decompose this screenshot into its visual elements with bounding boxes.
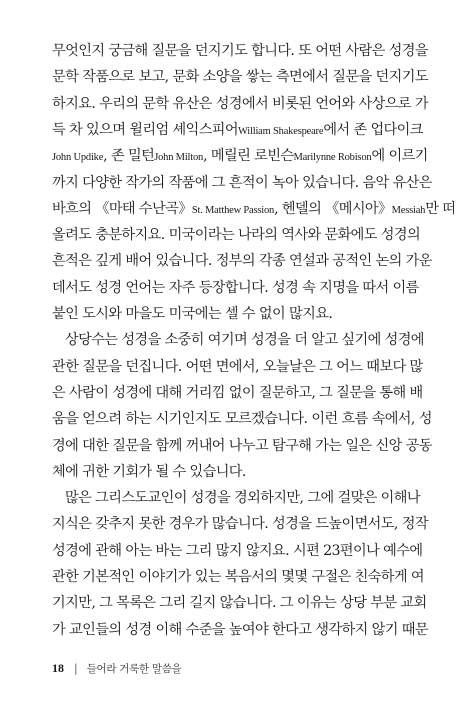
text-line [52,459,418,485]
text-run: 경에 대한 질문을 함께 꺼내어 나누고 탐구해 가는 일은 신앙 공동 [52,437,432,454]
text-run: 흔적은 깊게 배어 있습니다. 정부의 각종 연설과 공적인 논의 가운 [52,253,432,270]
text-line [52,564,425,590]
text-run: 많은 그리스도교인이 성경을 경외하지만, 그에 걸맞은 이해나 [65,490,420,507]
english-name: Messiah [391,204,426,216]
text-run: 성경에 관해 아는 바는 그리 많지 않지요. 시편 23편이나 예수에 [52,542,423,559]
text-run: 붙인 도시와 마을도 미국에는 셀 수 없이 많지요. [52,306,333,322]
text-run: 관한 기본적인 이야기가 있는 복음서의 몇몇 구절은 친숙하게 여 [52,569,425,585]
text-run: 만 떠 [425,200,456,217]
english-name: John Milton [154,152,204,164]
text-run: 득 차 있으며 윌리엄 셰익스피어 [52,121,239,138]
page-number: 18 [52,661,64,675]
text-run: , 존 밀턴 [103,148,155,165]
text-line [52,64,428,90]
english-name: Marilynne Robison [293,152,372,164]
english-name: John Updike [52,152,104,164]
text-run: 체에 귀한 기회가 될 수 있습니다. [52,463,246,480]
text-line [52,590,427,616]
text-run: 에서 존 업다이크 [323,121,423,138]
text-run: 은 사람이 성경에 대해 거리낌 없이 질문하고, 그 질문을 통해 배 [52,384,423,401]
text-run: 무엇인지 궁금해 질문을 던지기도 합니다. 또 어떤 사람은 성경을 [52,43,428,59]
text-line [52,538,423,564]
text-run: , 헨델의 《메시아》 [274,200,392,217]
paragraph-first-line [52,485,418,511]
text-line [52,143,428,169]
text-line [52,222,421,248]
english-name: William Shakespeare [238,125,324,137]
text-line [52,617,428,643]
text-run: 기지만, 그 목록은 그리 길지 않습니다. 그 이유는 상당 부분 교회 [52,595,427,612]
text-run: 까지 다양한 작가의 작품에 그 흔적이 녹아 있습니다. 음악 유산은 [52,174,432,191]
running-title: 들어라 거룩한 말씀을 [86,663,182,675]
text-line [52,433,432,459]
text-run: 하지요. 우리의 문학 유산은 성경에서 비롯된 언어와 사상으로 가 [52,95,428,112]
footer-separator: | [74,662,78,675]
text-run: 가 교인들의 성경 이해 수준을 높여야 한다고 생각하지 않기 때문 [52,621,428,638]
text-run: 지식은 갖추지 못한 경우가 많습니다. 성경을 드높이면서도, 정작 [52,516,428,533]
text-line [52,301,418,327]
text-run: 상당수는 성경을 소중히 여기며 성경을 더 알고 싶기에 성경에 [65,332,424,349]
text-run: 관한 질문을 던집니다. 어떤 면에서, 오늘날은 그 어느 때보다 많 [52,358,423,375]
text-line [52,406,432,432]
text-line [52,38,428,64]
text-run: 움을 얻으려 하는 시기인지도 모르겠습니다. 이런 흐름 속에서, 성 [52,411,432,428]
text-line [52,511,428,537]
text-line [52,196,456,222]
text-run: 올려도 충분하지요. 미국이라는 나라의 역사와 문화에도 성경의 [52,227,421,244]
english-name: St. Matthew Passion [191,204,275,216]
text-run: 에 이르기 [371,148,428,165]
text-run: 데서도 성경 언어는 자주 등장합니다. 성경 속 지명을 따서 이름 [52,279,419,296]
text-line [52,354,423,380]
text-line [52,91,428,117]
text-run: , 메릴린 로빈슨 [203,148,294,165]
page-footer [52,660,181,676]
text-line [52,380,423,406]
text-line [52,248,432,274]
text-line [52,117,423,143]
text-line [52,275,418,301]
text-line [52,170,432,196]
text-run: 문학 작품으로 보고, 문화 소양을 쌓는 측면에서 질문을 던지기도 [52,69,428,86]
text-run: 바흐의 《마태 수난곡》 [52,200,192,217]
paragraph-first-line [52,327,424,353]
